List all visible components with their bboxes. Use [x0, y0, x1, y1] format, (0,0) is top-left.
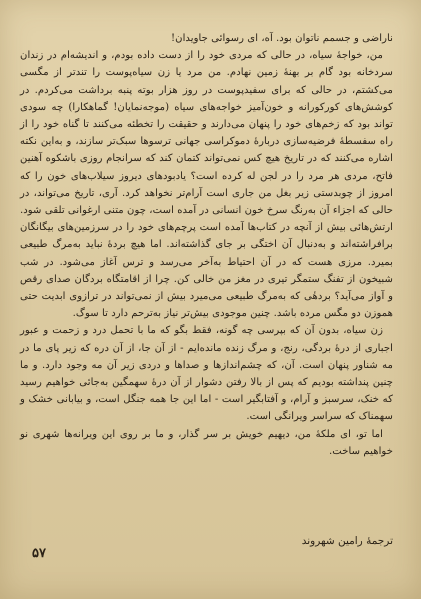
body-text [20, 30, 393, 460]
page-number: ۵۷ [32, 546, 46, 561]
translator-credit: ترجمهٔ رامین شهروند [301, 535, 393, 547]
paragraph-2: من، خواجهٔ سیاه، در حالی که مردی خود را از دست داده بودم، و اندیشه‌ام در زندان سردخانه بود گام بر بهنهٔ زمین نهادم. من مرد یا زن سیاه‌پوست را تندتر از مگسی می‌کشتم، در حالی که برای سفیدپوست در روز هزار بوته پنبه برداشت می‌کردم. در کوشش‌های کورکورانه و خون‌آمیز خواجه‌های سیاه (موجه‌نمایان! گماهکارا) چه سودی تواند بود که زخم‌های خود را پنهان می‌دارند و حقیقت را تخطئه می‌کنند تا گناه خود را از راه سفسطهٔ فرضیه‌سازی دربارهٔ دموکراسی جهانی ترسوها سبک‌تر سازند، و به‌این نکته اشاره می‌کنند که در تاریخ هیچ کس نمی‌تواند کتمان کند که سرانجام روزی باشکوه آهنین فاتح، مردی هر مرد را در لجن له کرده است؟ یادبودهای دیروز سیلاب‌های خون را که امروز از چوبدستی زیر بغل من جاری است آرام‌تر نخواهد کرد. آری، تاریخ می‌تواند، در حالی که اجزاء آن به‌رنگ سرخ خون انسانی در آمده است، چون متنی ارغوانی تلقی شود. ارتش‌هائی بیش از آنچه در کتاب‌ها آمده است پرچم‌های خود را در سرزمین‌های بیگانگان برافراشته‌اند و به‌دنبال آن اختگی بر جای گذاشته‌اند. اما هیچ بردهٔ نباید به‌مرگ طبیعی بمیرد. مرزی هست که در آن احتیاط به‌آخر می‌رسد و ترس آغاز می‌شود. در شب شبیخون از تفنگ ستمگر تیری در مغز من خالی کن. چرا از اقامتگاه بردگان صدای رقص و آواز می‌آید؟ بردهٔی که به‌مرگ طبیعی می‌میرد بیش از نمی‌تواند در ترازوی ابدیت حتی هموزن دو مگس مرده باشد. چنین موجودی بیش‌تر نیاز به‌ترحم دارد تا سوگ. [20, 50, 393, 320]
paragraph-1: ناراضی و جسمم ناتوان بود. آه، ای رسوائی جاویدان! [171, 33, 393, 44]
paragraph-4: اما تو، ای ملکهٔ من، دیهیم خویش بر سر گذار، و ما بر روی این ویرانه‌ها شهری نو خواهیم ساخت. [20, 428, 393, 457]
paragraph-3: زن سیاه، بدون آن که بپرسی چه گونه، فقط بگو که ما با تحمل درد و زحمت و عبور اجباری از درهٔ بردگی، رنج، و مرگ زنده مانده‌ایم - از آن جا، از آن دره که زیر پای ما در مه شناور پنهان است. آن، که چشم‌اندازها و صداها و دردی زیر آن مه وجود دارد. و ما چنین پنداشته بودیم که پس از بالا رفتن دشوار از آن درهٔ سهمگین به‌جائی خواهیم رسید که خنک، سرسبز و آرام، و آفتابگیر است - اما این جا همه جنگل است، و بیابانی خشک و سهمناک که سراسر ویرانگی است. [20, 325, 393, 423]
